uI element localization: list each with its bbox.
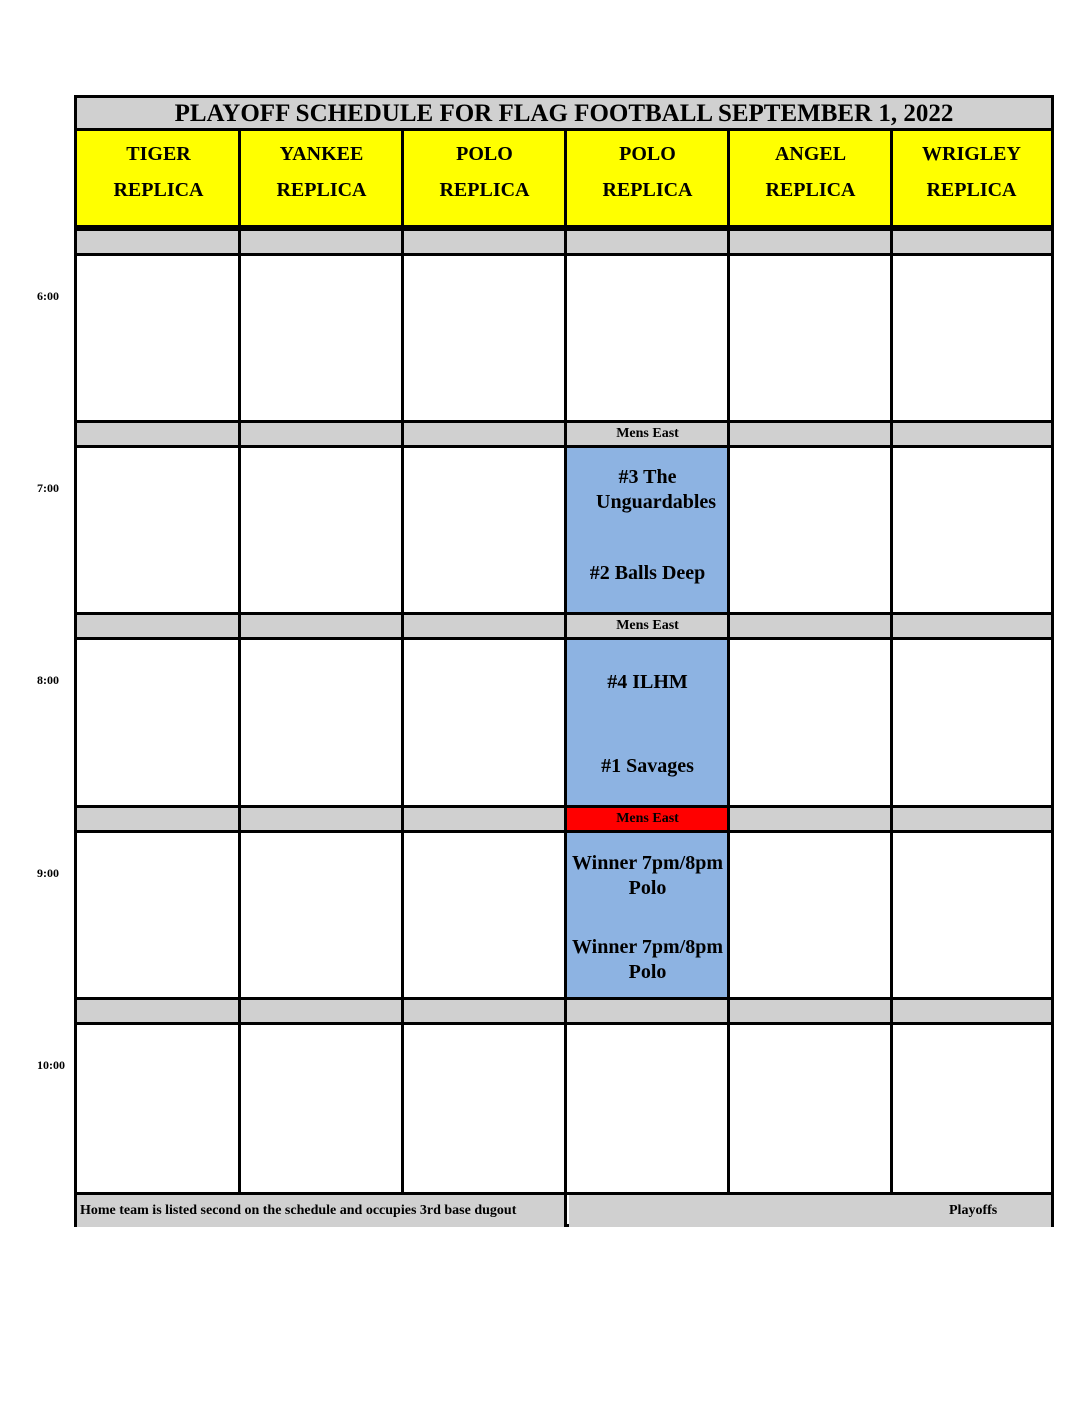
time-label-10: 10:00 (37, 1058, 65, 1072)
team-home: Winner 7pm/8pm Polo (572, 936, 723, 983)
team-away: Winner 7pm/8pm Polo (572, 852, 723, 899)
grid-line (401, 131, 404, 1195)
field-name: POLO (619, 143, 676, 165)
field-name: ANGEL (774, 143, 847, 165)
division-label-9pm: Mens East (566, 808, 729, 830)
footer-label (569, 1195, 1051, 1227)
time-label-9: 9:00 (37, 866, 59, 880)
team-home: #2 Balls Deep (589, 562, 706, 584)
time-label-8: 8:00 (37, 673, 59, 687)
grid-line (727, 131, 730, 1195)
grid-line (238, 131, 241, 1195)
field-name: YANKEE (279, 143, 364, 165)
field-type: REPLICA (113, 179, 204, 201)
game-9pm-polo (566, 833, 729, 998)
game-7pm-polo (566, 448, 729, 613)
team-home: #1 Savages (601, 755, 694, 777)
field-header-yankee (240, 131, 403, 228)
field-type: REPLICA (926, 179, 1017, 201)
time-label-7: 7:00 (37, 481, 59, 495)
time-label-6: 6:00 (37, 289, 59, 303)
field-header-tiger (77, 131, 240, 228)
field-type: REPLICA (439, 179, 530, 201)
page-title: PLAYOFF SCHEDULE FOR FLAG FOOTBALL SEPTEMBER 1, 2022 (77, 98, 1051, 131)
division-label-8pm: Mens East (566, 615, 729, 637)
field-header-wrigley (892, 131, 1051, 228)
team-away: #4 ILHM (607, 671, 688, 693)
field-name: TIGER (126, 143, 191, 165)
field-type: REPLICA (602, 179, 693, 201)
footer-note: Home team is listed second on the schedule and occupies 3rd base dugout (77, 1195, 566, 1227)
field-header-polo-1 (403, 131, 566, 228)
game-8pm-polo (566, 640, 729, 805)
field-name: POLO (456, 143, 513, 165)
schedule-table (74, 95, 1054, 1227)
team-away: #3 The Unguardables (596, 466, 717, 513)
field-type: REPLICA (765, 179, 856, 201)
field-type: REPLICA (276, 179, 367, 201)
footer-playoffs-label: Playoffs (949, 1203, 998, 1218)
field-header-polo-2 (566, 131, 729, 228)
grid-line (564, 131, 567, 1227)
division-label-7pm: Mens East (566, 423, 729, 445)
field-header-angel (729, 131, 892, 228)
grid-line (890, 131, 893, 1195)
field-name: WRIGLEY (922, 143, 1021, 165)
